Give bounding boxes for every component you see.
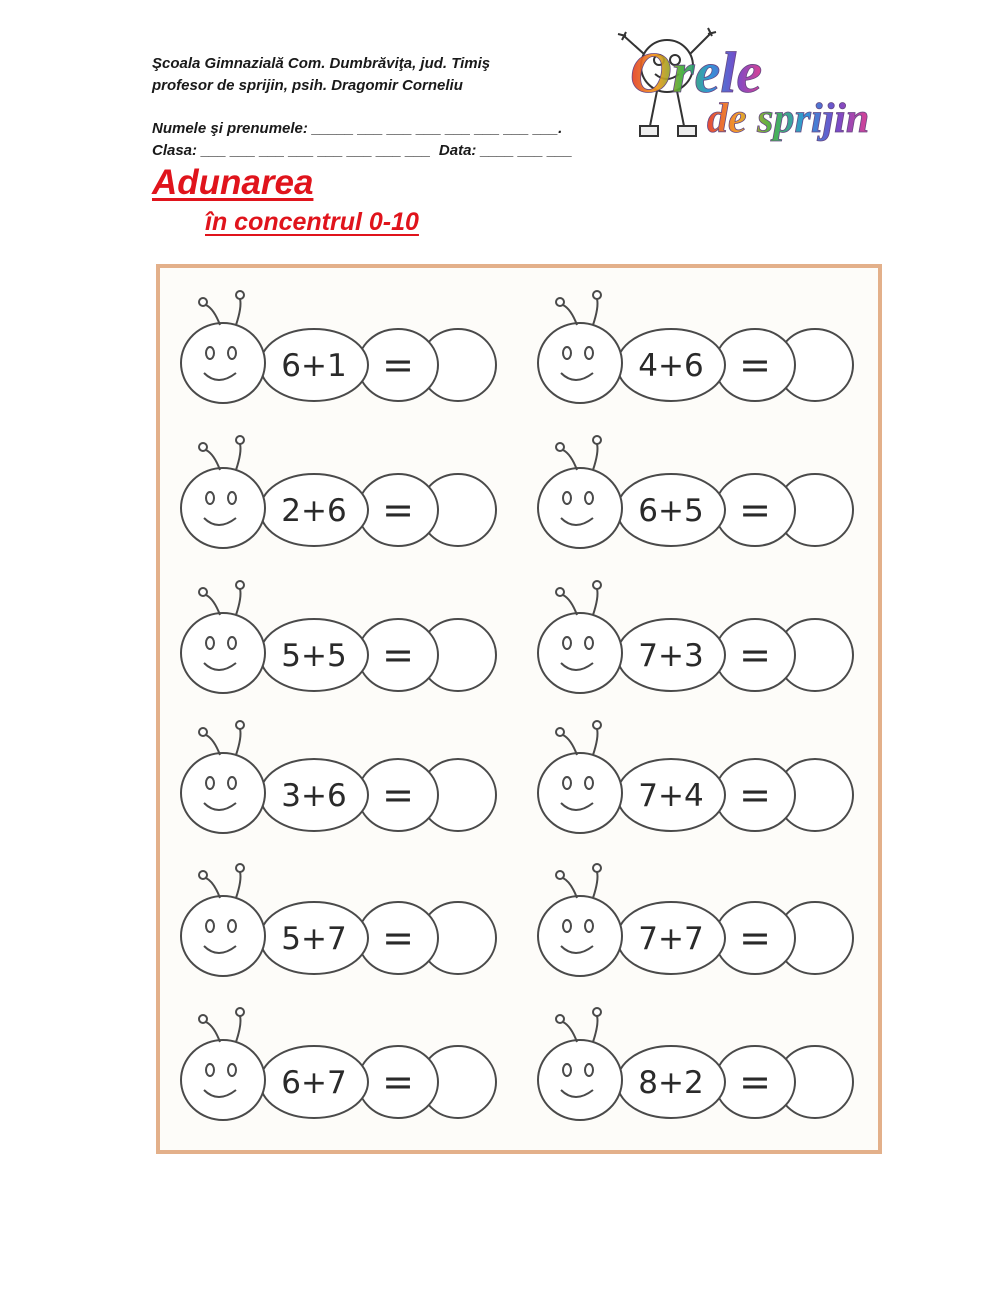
equals-sign: =	[739, 633, 771, 677]
equals-sign: =	[382, 1060, 414, 1104]
addition-expression: 4+6	[638, 348, 704, 384]
antenna-right	[593, 444, 598, 470]
caterpillar-head	[181, 896, 265, 976]
antenna-right	[236, 444, 241, 470]
equals-sign: =	[382, 916, 414, 960]
antenna-tip	[593, 1008, 601, 1016]
antenna-tip	[236, 436, 244, 444]
antenna-tip	[593, 721, 601, 729]
student-name-line: Numele şi prenumele: _____ ___ ___ ___ ___ ___ ___ ___.	[152, 120, 563, 137]
caterpillar-right-4	[538, 721, 853, 833]
caterpillar-left-6	[181, 1008, 496, 1120]
antenna-tip	[236, 721, 244, 729]
caterpillar-left-1	[181, 291, 496, 403]
equals-sign: =	[382, 773, 414, 817]
antenna-tip	[199, 443, 207, 451]
caterpillar-head	[538, 613, 622, 693]
antenna-tip	[199, 298, 207, 306]
caterpillar-right-5	[538, 864, 853, 976]
caterpillar-head	[538, 323, 622, 403]
caterpillar-head	[181, 468, 265, 548]
antenna-left	[563, 878, 577, 898]
antenna-tip	[556, 728, 564, 736]
antenna-left	[563, 595, 577, 615]
equals-sign: =	[382, 488, 414, 532]
addition-expression: 8+2	[638, 1065, 704, 1101]
antenna-left	[206, 735, 220, 755]
caterpillar-left-4	[181, 721, 496, 833]
page-subtitle: în concentrul 0-10	[205, 208, 419, 236]
equals-sign: =	[739, 343, 771, 387]
antenna-tip	[593, 864, 601, 872]
antenna-tip	[593, 436, 601, 444]
caterpillar-right-6	[538, 1008, 853, 1120]
antenna-right	[236, 872, 241, 898]
equals-sign: =	[739, 488, 771, 532]
addition-expression: 3+6	[281, 778, 347, 814]
antenna-left	[206, 1022, 220, 1042]
teacher-name: profesor de sprijin, psih. Dragomir Corneliu	[152, 77, 463, 94]
antenna-right	[593, 729, 598, 755]
antenna-tip	[199, 871, 207, 879]
antenna-left	[563, 305, 577, 325]
antenna-tip	[236, 1008, 244, 1016]
antenna-left	[206, 595, 220, 615]
antenna-tip	[199, 1015, 207, 1023]
antenna-right	[593, 589, 598, 615]
antenna-tip	[556, 1015, 564, 1023]
antenna-right	[593, 1016, 598, 1042]
class-date-line: Clasa: ___ ___ ___ ___ ___ ___ ___ ___ Data: ____ ___ ___	[152, 142, 573, 159]
antenna-right	[593, 872, 598, 898]
antenna-tip	[556, 443, 564, 451]
equals-sign: =	[739, 916, 771, 960]
addition-expression: 6+7	[281, 1065, 347, 1101]
addition-expression: 7+7	[638, 921, 704, 957]
addition-expression: 7+3	[638, 638, 704, 674]
antenna-left	[563, 450, 577, 470]
caterpillar-right-3	[538, 581, 853, 693]
equals-sign: =	[739, 773, 771, 817]
antenna-tip	[593, 581, 601, 589]
caterpillar-head	[181, 753, 265, 833]
antenna-tip	[236, 581, 244, 589]
school-name: Şcoala Gimnazială Com. Dumbrăviţa, jud. Timiş	[152, 55, 491, 72]
caterpillar-right-2	[538, 436, 853, 548]
antenna-left	[206, 305, 220, 325]
addition-expression: 5+5	[281, 638, 347, 674]
addition-expression: 7+4	[638, 778, 704, 814]
logo-line1: Orele	[630, 40, 763, 105]
antenna-right	[236, 299, 241, 325]
antenna-right	[593, 299, 598, 325]
antenna-tip	[556, 298, 564, 306]
equals-sign: =	[382, 343, 414, 387]
caterpillar-left-5	[181, 864, 496, 976]
antenna-tip	[199, 588, 207, 596]
antenna-right	[236, 1016, 241, 1042]
antenna-tip	[593, 291, 601, 299]
antenna-left	[206, 450, 220, 470]
caterpillar-left-2	[181, 436, 496, 548]
equals-sign: =	[739, 1060, 771, 1104]
antenna-tip	[199, 728, 207, 736]
antenna-tip	[556, 588, 564, 596]
antenna-left	[563, 1022, 577, 1042]
antenna-right	[236, 589, 241, 615]
caterpillar-head	[538, 896, 622, 976]
caterpillar-head	[538, 753, 622, 833]
logo-line2: de sprijin	[707, 96, 870, 142]
addition-expression: 6+1	[281, 348, 347, 384]
caterpillar-left-3	[181, 581, 496, 693]
addition-expression: 2+6	[281, 493, 347, 529]
antenna-tip	[236, 291, 244, 299]
antenna-left	[206, 878, 220, 898]
caterpillar-head	[538, 468, 622, 548]
caterpillar-head	[181, 323, 265, 403]
antenna-tip	[236, 864, 244, 872]
equals-sign: =	[382, 633, 414, 677]
antenna-right	[236, 729, 241, 755]
caterpillar-head	[181, 1040, 265, 1120]
addition-expression: 6+5	[638, 493, 704, 529]
caterpillar-right-1	[538, 291, 853, 403]
caterpillar-head	[181, 613, 265, 693]
antenna-tip	[556, 871, 564, 879]
addition-expression: 5+7	[281, 921, 347, 957]
antenna-left	[563, 735, 577, 755]
caterpillar-head	[538, 1040, 622, 1120]
page-title: Adunarea	[152, 163, 314, 202]
